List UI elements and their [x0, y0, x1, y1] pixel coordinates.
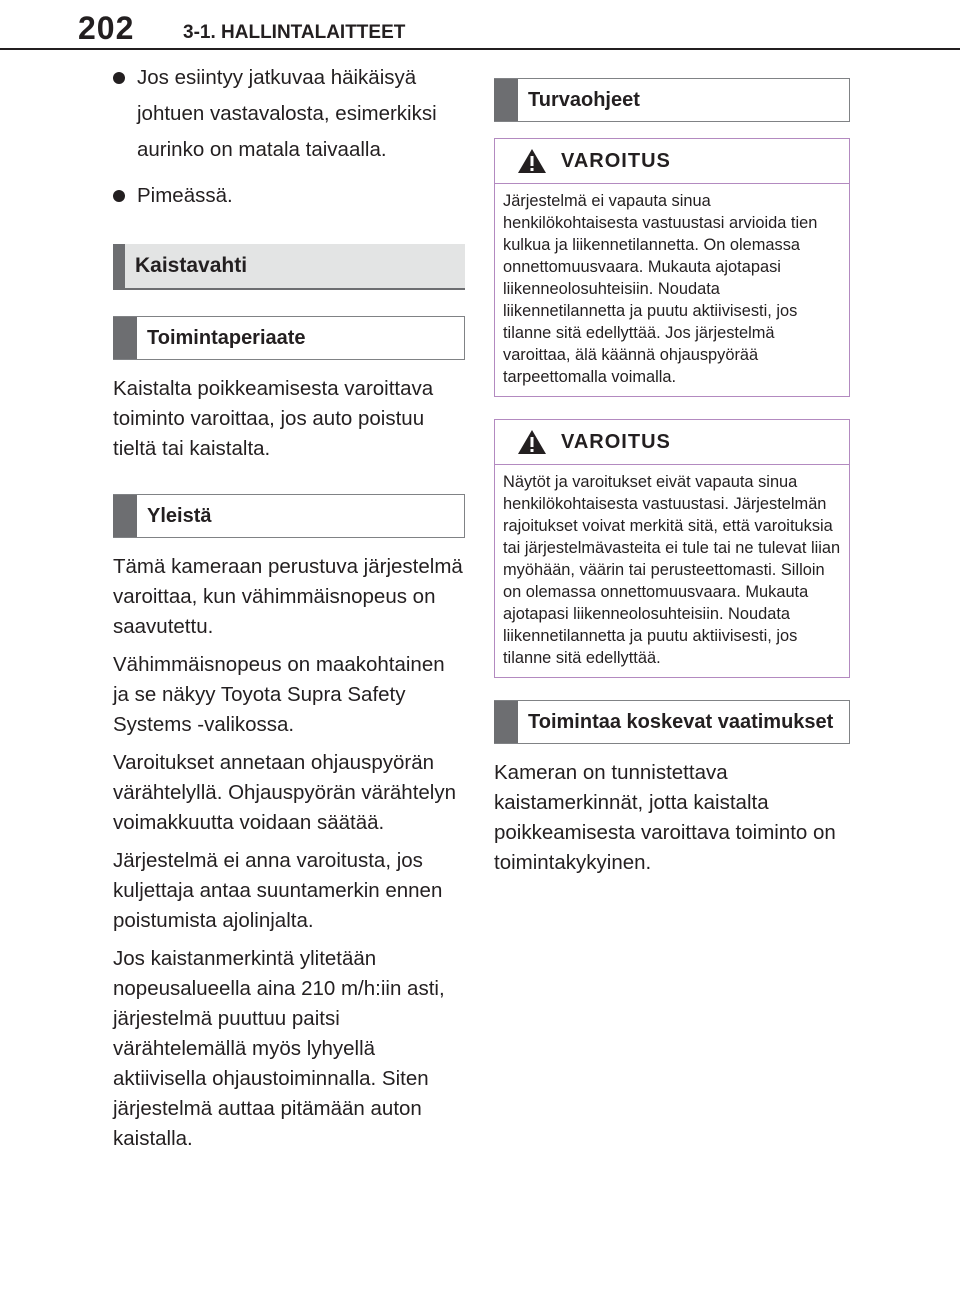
paragraph: Kaistalta poikkeamisesta varoittava toiminto varoittaa, jos auto poistuu tieltä tai kaistalta.	[113, 377, 434, 460]
right-column	[494, 78, 850, 886]
subheading-label: Toimintaa koskevat vaatimukset	[528, 711, 834, 733]
heading-bar	[494, 79, 518, 121]
list-item-text: Jos esiintyy jatkuvaa häikäisyä johtuen vastavalosta, esimerkiksi aurinko on matala taivaalla.	[137, 66, 437, 161]
paragraph: Järjestelmä ei anna varoitusta, jos kuljettaja antaa suuntamerkin ennen poistumista ajolinjalta.	[113, 849, 443, 932]
warning-header	[495, 420, 849, 464]
section-title: 3-1. HALLINTALAITTEET	[183, 22, 406, 43]
list-item	[113, 60, 465, 168]
subheading-label: Yleistä	[147, 505, 212, 527]
subheading-principle	[113, 316, 465, 360]
heading-bar	[113, 317, 137, 359]
warning-box	[494, 138, 850, 397]
section-heading: Kaistavahti	[113, 244, 465, 290]
subheading-requirements	[494, 700, 850, 744]
warning-title: VAROITUS	[561, 430, 671, 453]
subheading-label: Turvaohjeet	[528, 89, 640, 111]
warning-text: Näytöt ja varoitukset eivät vapauta sinua henkilökohtaisesta vastuustasi. Järjestelmän rajoitukset voivat merkitä sitä, että varoituksia tai järjestelmävasteita ei tule tai ne tulevat liian myöhään, väärin tai perusteettomasti. Silloin on olemassa onnettomuusvaara. Mukauta ajotapasi liikenneolosuhteisiin. Noudata liikennetilannetta ja puutu aktiivisesti, jos tilanne sitä edellyttää.	[495, 464, 849, 677]
warning-triangle-icon	[517, 429, 547, 455]
subheading-general	[113, 494, 465, 538]
page-header	[0, 0, 960, 48]
list-item-text: Pimeässä.	[137, 184, 233, 207]
page-number: 202	[78, 10, 135, 46]
header-divider	[0, 48, 960, 50]
list-item	[113, 178, 465, 214]
paragraph: Kameran on tunnistettava kaistamerkinnät, jotta kaistalta poikkeamisesta varoittava toiminto on toimintakykyinen.	[494, 761, 836, 874]
paragraph: Vähimmäisnopeus on maakohtainen ja se näkyy Toyota Supra Safety Systems -valikossa.	[113, 653, 445, 736]
paragraph: Varoitukset annetaan ohjauspyörän värähtelyllä. Ohjauspyörän värähtelyn voimakkuutta voidaan säätää.	[113, 751, 456, 834]
warning-header	[495, 139, 849, 183]
warning-text: Järjestelmä ei vapauta sinua henkilökohtaisesta vastuustasi arvioida tien kulkua ja liikennetilannetta. On olemassa onnettomuusvaara. Mukauta ajotapasi liikenneolosuhteisiin. Noudata liikennetilannetta ja puutu aktiivisesti, jos tilanne sitä edellyttää. Jos järjestelmä varoittaa, älä käännä ohjauspyörää tarpeettomalla voimalla.	[495, 183, 849, 396]
subheading-safety	[494, 78, 850, 122]
paragraph: Tämä kameraan perustuva järjestelmä varoittaa, kun vähimmäisnopeus on saavutettu.	[113, 555, 463, 638]
bullet-list	[113, 60, 465, 214]
paragraph: Jos kaistanmerkintä ylitetään nopeusalueella aina 210 m/h:iin asti, järjestelmä puuttuu paitsi värähtelemällä myös lyhyellä aktiivisella ohjaustoiminnalla. Siten järjestelmä auttaa pitämään auton kaistalla.	[113, 947, 445, 1150]
subheading-label: Toimintaperiaate	[147, 327, 306, 349]
bullet-icon	[113, 190, 125, 202]
left-column	[113, 60, 465, 1162]
warning-triangle-icon	[517, 148, 547, 174]
heading-bar	[494, 701, 518, 743]
warning-box	[494, 419, 850, 678]
warning-title: VAROITUS	[561, 149, 671, 172]
bullet-icon	[113, 72, 125, 84]
heading-bar	[113, 495, 137, 537]
